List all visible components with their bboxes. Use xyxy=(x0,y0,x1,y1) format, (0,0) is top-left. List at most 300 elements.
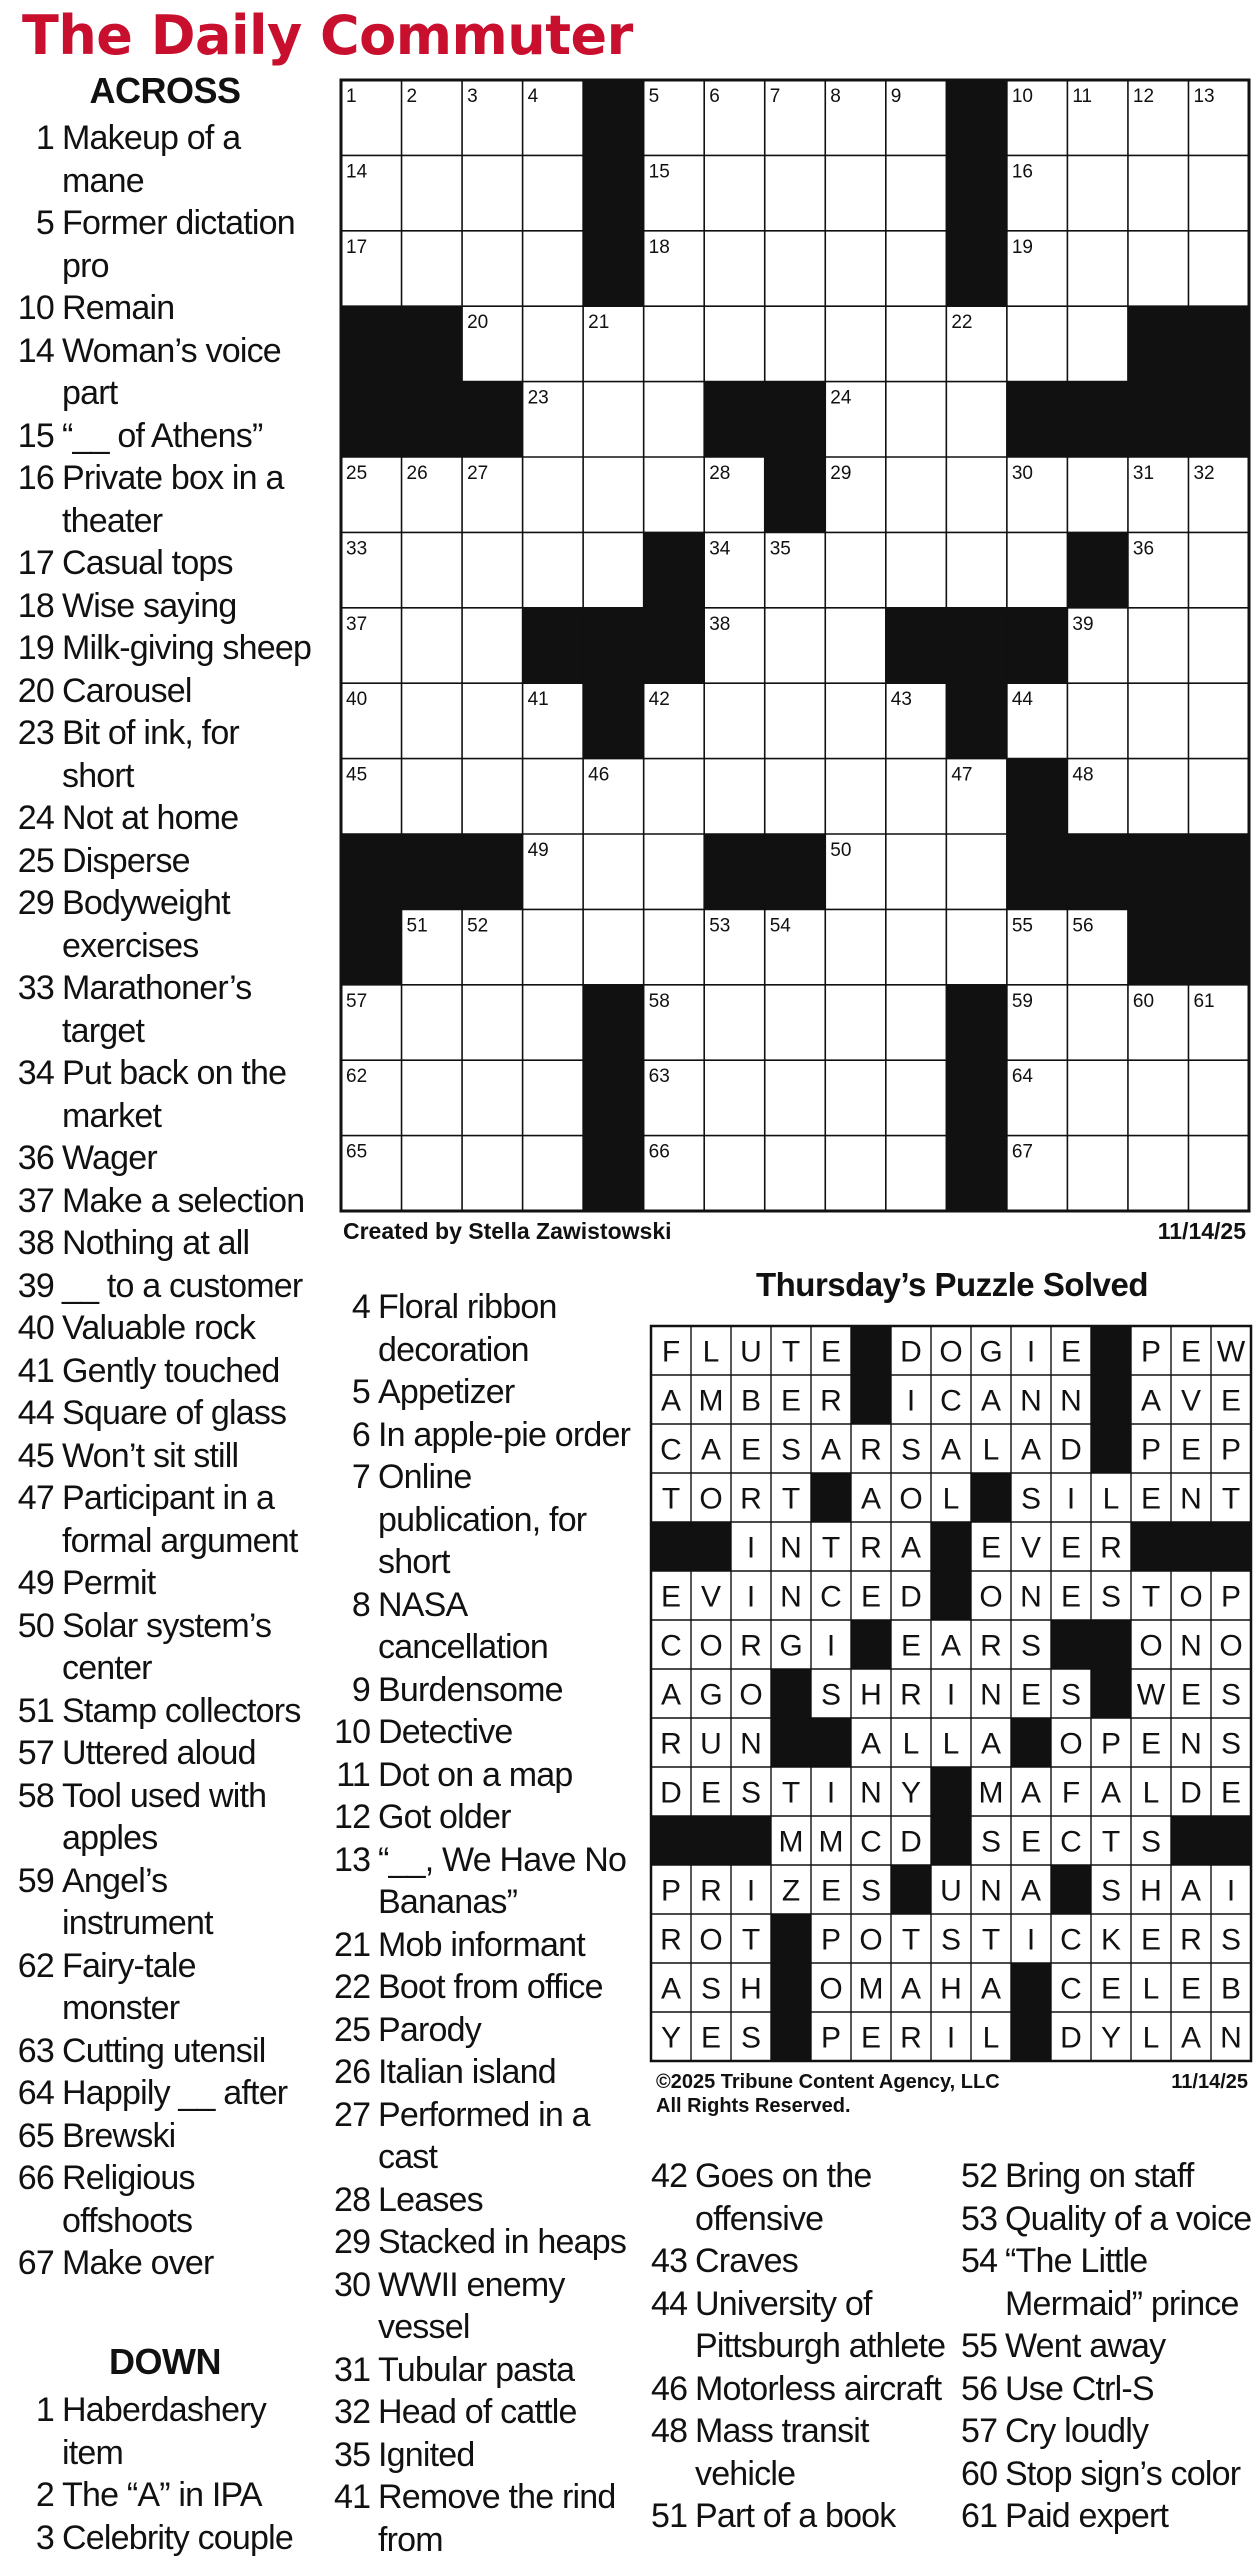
grid-cell[interactable] xyxy=(704,1136,765,1211)
grid-cell[interactable] xyxy=(1067,985,1128,1060)
solution-letter: O xyxy=(1219,1629,1243,1663)
grid-cell[interactable] xyxy=(644,759,705,834)
clue-text: Bit of ink, for short xyxy=(62,714,239,795)
clue-item[interactable] xyxy=(4,2474,334,2517)
copyright-line-2: All Rights Reserved. xyxy=(656,2095,851,2117)
clue-item[interactable] xyxy=(4,670,334,713)
clue-number: 38 xyxy=(17,1224,54,1262)
clue-item[interactable] xyxy=(961,2410,1260,2453)
grid-cell[interactable] xyxy=(886,1136,947,1211)
clue-item[interactable] xyxy=(961,2453,1260,2496)
grid-cell[interactable] xyxy=(765,1060,826,1135)
grid-cell[interactable] xyxy=(523,457,584,532)
clue-item[interactable] xyxy=(334,1669,652,1712)
solution-letter: H xyxy=(860,1678,882,1712)
clue-item[interactable] xyxy=(334,2476,652,2561)
clue-item[interactable] xyxy=(4,542,334,585)
cell-number: 34 xyxy=(709,538,731,560)
black-square xyxy=(1067,532,1128,608)
grid-cell[interactable] xyxy=(946,382,1007,457)
cell-number: 13 xyxy=(1193,86,1215,107)
solution-letter: D xyxy=(900,1335,922,1369)
solution-letter: A xyxy=(1140,1384,1162,1418)
grid-cell[interactable] xyxy=(1067,155,1128,230)
grid-cell[interactable] xyxy=(886,231,947,306)
grid-cell[interactable] xyxy=(402,608,463,683)
clue-item[interactable] xyxy=(334,2391,652,2434)
grid-cell[interactable] xyxy=(523,985,584,1060)
grid-cell[interactable] xyxy=(886,532,947,607)
grid-cell[interactable] xyxy=(1067,1060,1128,1135)
clue-item[interactable] xyxy=(334,2264,652,2349)
clue-item[interactable] xyxy=(4,712,334,797)
grid-cell[interactable] xyxy=(765,985,826,1060)
black-square xyxy=(704,382,765,458)
clue-text: Celebrity couple xyxy=(62,2518,293,2557)
grid-cell[interactable] xyxy=(1128,608,1189,683)
black-square xyxy=(1128,834,1189,910)
grid-cell[interactable] xyxy=(1128,1060,1189,1135)
grid-cell[interactable] xyxy=(886,834,947,909)
grid-cell[interactable] xyxy=(946,532,1007,607)
grid-cell[interactable] xyxy=(704,683,765,758)
grid-cell[interactable] xyxy=(523,1060,584,1135)
grid-cell[interactable] xyxy=(402,231,463,306)
clue-item[interactable] xyxy=(334,1754,652,1797)
cell-number: 3 xyxy=(467,86,478,107)
cell-number: 17 xyxy=(346,236,368,258)
cell-number: 1 xyxy=(346,86,357,107)
clue-item[interactable] xyxy=(4,2115,334,2158)
clue-item[interactable] xyxy=(4,2389,334,2474)
clue-item[interactable] xyxy=(651,2283,961,2368)
solution-letter: M xyxy=(858,1972,884,2006)
grid-cell[interactable] xyxy=(1067,231,1128,306)
clue-item[interactable] xyxy=(334,1456,652,1584)
solution-letter: V xyxy=(1020,1531,1042,1565)
grid-cell[interactable] xyxy=(1067,457,1128,532)
clue-item[interactable] xyxy=(334,1966,652,2009)
clue-text: Online publication, for short xyxy=(378,1458,587,1581)
solution-letter: P xyxy=(1140,1433,1162,1467)
clue-item[interactable] xyxy=(961,2155,1260,2198)
grid-cell[interactable] xyxy=(583,457,644,532)
grid-cell[interactable] xyxy=(765,1136,826,1211)
clue-item[interactable] xyxy=(4,202,334,287)
black-square xyxy=(1188,834,1249,910)
solution-letter: M xyxy=(978,1776,1004,1810)
grid-cell[interactable] xyxy=(644,382,705,457)
clue-item[interactable] xyxy=(334,1371,652,1414)
solution-letter: P xyxy=(660,1874,682,1908)
grid-cell[interactable] xyxy=(765,231,826,306)
clue-item[interactable] xyxy=(4,840,334,883)
solution-black-square xyxy=(1011,1963,1052,2013)
clue-item[interactable] xyxy=(961,2495,1260,2538)
clue-item[interactable] xyxy=(334,2094,652,2179)
solution-letter: P xyxy=(1220,1580,1242,1614)
grid-cell[interactable] xyxy=(402,683,463,758)
grid-cell[interactable] xyxy=(765,155,826,230)
grid-cell[interactable] xyxy=(583,834,644,909)
black-square xyxy=(886,608,947,684)
solution-letter: S xyxy=(1020,1482,1042,1516)
solution-letter: E xyxy=(1140,1727,1162,1761)
solution-letter: B xyxy=(1220,1972,1242,2006)
solution-letter: V xyxy=(1180,1384,1202,1418)
black-square xyxy=(462,834,523,910)
clue-item[interactable] xyxy=(651,2240,961,2283)
grid-cell[interactable] xyxy=(1007,306,1068,381)
grid-cell[interactable] xyxy=(523,909,584,984)
grid-cell[interactable] xyxy=(402,1136,463,1211)
grid-cell[interactable] xyxy=(886,759,947,834)
clue-item[interactable] xyxy=(334,2349,652,2392)
grid-cell[interactable] xyxy=(402,1060,463,1135)
grid-cell[interactable] xyxy=(825,608,886,683)
clue-item[interactable] xyxy=(334,2009,652,2052)
clue-item[interactable] xyxy=(651,2368,961,2411)
grid-cell[interactable] xyxy=(523,1136,584,1211)
cell-number: 59 xyxy=(1011,990,1034,1012)
solution-black-square xyxy=(1171,1816,1212,1866)
clue-item[interactable] xyxy=(334,2051,652,2094)
clue-item[interactable] xyxy=(334,2221,652,2264)
solution-letter: A xyxy=(660,1678,682,1712)
grid-cell[interactable] xyxy=(886,457,947,532)
cell-number: 36 xyxy=(1132,538,1155,560)
clue-item[interactable] xyxy=(4,967,334,1052)
grid-cell[interactable] xyxy=(1067,683,1128,758)
clue-item[interactable] xyxy=(4,2157,334,2242)
clue-number: 22 xyxy=(334,1968,371,2006)
clue-item[interactable] xyxy=(4,1435,334,1478)
grid-cell[interactable] xyxy=(1188,532,1249,607)
clue-text: Appetizer xyxy=(378,1373,515,1411)
clue-number: 61 xyxy=(961,2497,998,2535)
grid-cell[interactable] xyxy=(1188,231,1249,306)
clue-text: Valuable rock xyxy=(62,1309,256,1347)
grid-cell[interactable] xyxy=(825,759,886,834)
grid-cell[interactable] xyxy=(704,155,765,230)
clue-text: Parody xyxy=(378,2010,481,2049)
clue-item[interactable] xyxy=(4,2030,334,2073)
clue-number: 60 xyxy=(961,2454,998,2493)
black-square xyxy=(583,80,644,156)
clue-number: 26 xyxy=(334,2053,371,2091)
grid-cell[interactable] xyxy=(523,155,584,230)
solution-letter: I xyxy=(1226,1874,1236,1908)
clue-item[interactable] xyxy=(4,1222,334,1265)
grid-cell[interactable] xyxy=(825,909,886,984)
grid-cell[interactable] xyxy=(644,457,705,532)
grid-cell[interactable] xyxy=(946,457,1007,532)
clue-text: Head of cattle xyxy=(378,2393,577,2431)
solution-letter: D xyxy=(1180,1776,1202,1810)
clue-item[interactable] xyxy=(4,1265,334,1308)
solution-letter: E xyxy=(1100,1972,1122,2006)
clue-number: 59 xyxy=(17,1861,54,1900)
solution-letter: A xyxy=(900,1531,922,1565)
clue-text: Mob informant xyxy=(378,1925,585,1964)
solution-letter: S xyxy=(1220,1678,1242,1712)
clue-item[interactable] xyxy=(961,2198,1260,2241)
clue-item[interactable] xyxy=(4,1477,334,1562)
grid-cell[interactable] xyxy=(402,759,463,834)
clue-item[interactable] xyxy=(4,1732,334,1775)
grid-cell[interactable] xyxy=(1128,231,1189,306)
grid-cell[interactable] xyxy=(644,909,705,984)
grid-cell[interactable] xyxy=(462,1060,523,1135)
clue-item[interactable] xyxy=(334,1711,652,1754)
solution-letter: I xyxy=(946,1678,956,1712)
clue-number: 1 xyxy=(35,2391,54,2429)
black-square xyxy=(946,608,1007,684)
clue-item[interactable] xyxy=(4,287,334,330)
clue-text: Paid expert xyxy=(1005,2497,1169,2535)
cell-number: 50 xyxy=(830,840,852,861)
grid-cell[interactable] xyxy=(1128,759,1189,834)
clue-item[interactable] xyxy=(4,1945,334,2030)
clue-item[interactable] xyxy=(334,1924,652,1967)
solution-letter: O xyxy=(819,1972,843,2006)
grid-cell[interactable] xyxy=(886,985,947,1060)
clue-number: 39 xyxy=(17,1266,54,1305)
clue-text: The “A” in IPA xyxy=(62,2476,262,2514)
clue-item[interactable] xyxy=(4,330,334,415)
grid-cell[interactable] xyxy=(462,985,523,1060)
solution-letter: R xyxy=(820,1384,842,1418)
grid-cell[interactable] xyxy=(765,608,826,683)
cell-number: 26 xyxy=(406,463,428,484)
grid-cell[interactable] xyxy=(765,759,826,834)
clue-item[interactable] xyxy=(4,585,334,628)
solution-letter: A xyxy=(860,1482,882,1516)
clue-item[interactable] xyxy=(4,2517,334,2560)
solution-black-square xyxy=(931,1571,972,1621)
clue-item[interactable] xyxy=(4,627,334,670)
black-square xyxy=(704,834,765,910)
grid-cell[interactable] xyxy=(765,306,826,381)
grid-cell[interactable] xyxy=(523,759,584,834)
grid-cell[interactable] xyxy=(402,532,463,607)
clue-item[interactable] xyxy=(4,2242,334,2285)
grid-cell[interactable] xyxy=(946,909,1007,984)
clue-item[interactable] xyxy=(651,2410,961,2495)
clue-item[interactable] xyxy=(4,1180,334,1223)
solution-letter: I xyxy=(906,1384,916,1418)
clue-item[interactable] xyxy=(4,1392,334,1435)
black-square xyxy=(946,231,1007,307)
grid-cell[interactable] xyxy=(825,985,886,1060)
grid-cell[interactable] xyxy=(825,231,886,306)
solution-letter: O xyxy=(859,1923,883,1957)
grid-cell[interactable] xyxy=(462,155,523,230)
clue-number: 54 xyxy=(961,2242,998,2280)
grid-cell[interactable] xyxy=(583,382,644,457)
clue-item[interactable] xyxy=(334,2434,652,2477)
clue-number: 57 xyxy=(17,1734,54,1772)
clue-number: 20 xyxy=(17,671,54,710)
clue-item[interactable] xyxy=(334,1286,652,1371)
grid-cell[interactable] xyxy=(462,231,523,306)
grid-cell[interactable] xyxy=(704,759,765,834)
solution-letter: A xyxy=(1020,1776,1042,1810)
solution-letter: E xyxy=(780,1384,802,1418)
clue-item[interactable] xyxy=(4,882,334,967)
grid-cell[interactable] xyxy=(946,834,1007,909)
clue-number: 16 xyxy=(17,459,54,497)
grid-cell[interactable] xyxy=(886,909,947,984)
grid-cell[interactable] xyxy=(523,231,584,306)
clue-item[interactable] xyxy=(4,117,334,202)
clue-text: Make over xyxy=(62,2244,214,2282)
solution-letter: S xyxy=(1060,1678,1082,1712)
solution-letter: D xyxy=(1060,2021,1082,2055)
grid-cell[interactable] xyxy=(704,985,765,1060)
grid-cell[interactable] xyxy=(1128,155,1189,230)
grid-cell[interactable] xyxy=(462,608,523,683)
crossword-grid[interactable] xyxy=(341,80,1249,1211)
solution-letter: N xyxy=(1060,1384,1082,1418)
grid-cell[interactable] xyxy=(886,306,947,381)
grid-cell[interactable] xyxy=(1128,683,1189,758)
clue-text: Got older xyxy=(378,1798,511,1836)
clue-item[interactable] xyxy=(961,2368,1260,2411)
grid-cell[interactable] xyxy=(1188,608,1249,683)
solution-black-square xyxy=(771,1669,812,1719)
grid-cell[interactable] xyxy=(644,306,705,381)
clue-item[interactable] xyxy=(4,1350,334,1393)
solution-letter: E xyxy=(980,1531,1002,1565)
clue-number: 53 xyxy=(961,2199,998,2238)
solution-black-square xyxy=(1051,1865,1092,1915)
clue-item[interactable] xyxy=(651,2495,961,2538)
cell-number: 14 xyxy=(346,161,368,183)
clue-item[interactable] xyxy=(961,2325,1260,2368)
solution-letter: P xyxy=(1220,1433,1242,1467)
clue-item[interactable] xyxy=(4,1562,334,1605)
grid-cell[interactable] xyxy=(402,985,463,1060)
clue-item[interactable] xyxy=(4,1605,334,1690)
grid-cell[interactable] xyxy=(825,532,886,607)
solution-letter: E xyxy=(1180,1678,1202,1712)
solution-letter: L xyxy=(902,1727,920,1761)
grid-cell[interactable] xyxy=(583,909,644,984)
solution-black-square xyxy=(691,1522,732,1572)
grid-cell[interactable] xyxy=(825,306,886,381)
grid-cell[interactable] xyxy=(825,683,886,758)
clue-item[interactable] xyxy=(4,1307,334,1350)
grid-cell[interactable] xyxy=(462,683,523,758)
clue-number: 17 xyxy=(17,544,54,582)
clue-item[interactable] xyxy=(961,2240,1260,2325)
grid-cell[interactable] xyxy=(644,834,705,909)
solution-letter: T xyxy=(1221,1482,1241,1516)
clue-item[interactable] xyxy=(4,1860,334,1945)
clue-text: Part of a book xyxy=(695,2497,896,2535)
grid-cell[interactable] xyxy=(1188,155,1249,230)
clue-item[interactable] xyxy=(4,2072,334,2115)
solution-letter: G xyxy=(979,1335,1003,1369)
solution-letter: S xyxy=(820,1678,842,1712)
grid-cell[interactable] xyxy=(1188,1060,1249,1135)
grid-cell[interactable] xyxy=(1188,1136,1249,1211)
grid-cell[interactable] xyxy=(1188,759,1249,834)
grid-cell[interactable] xyxy=(1067,306,1128,381)
clue-item[interactable] xyxy=(651,2155,961,2240)
clue-number: 52 xyxy=(961,2157,998,2195)
grid-cell[interactable] xyxy=(825,1060,886,1135)
grid-cell[interactable] xyxy=(1128,1136,1189,1211)
clue-text: Detective xyxy=(378,1713,513,1751)
grid-cell[interactable] xyxy=(886,155,947,230)
solution-black-square xyxy=(1091,1326,1132,1376)
grid-cell[interactable] xyxy=(462,1136,523,1211)
grid-cell[interactable] xyxy=(825,1136,886,1211)
clue-number: 50 xyxy=(17,1606,54,1645)
cell-number: 28 xyxy=(709,463,731,484)
solution-letter: D xyxy=(660,1776,682,1810)
clue-item[interactable] xyxy=(4,797,334,840)
grid-cell[interactable] xyxy=(1007,532,1068,607)
grid-cell[interactable] xyxy=(825,155,886,230)
clue-item[interactable] xyxy=(334,2179,652,2222)
solution-letter: E xyxy=(820,1874,842,1908)
solution-letter: E xyxy=(1060,1580,1082,1614)
grid-cell[interactable] xyxy=(402,155,463,230)
clue-item[interactable] xyxy=(334,1796,652,1839)
clue-item[interactable] xyxy=(334,1839,652,1924)
cell-number: 49 xyxy=(527,840,549,861)
clue-item[interactable] xyxy=(4,1052,334,1137)
clue-text: Remain xyxy=(62,289,175,327)
grid-cell[interactable] xyxy=(1188,683,1249,758)
clue-item[interactable] xyxy=(4,1690,334,1733)
grid-cell[interactable] xyxy=(523,306,584,381)
clue-item[interactable] xyxy=(334,1414,652,1457)
grid-cell[interactable] xyxy=(704,306,765,381)
grid-cell[interactable] xyxy=(886,382,947,457)
grid-cell[interactable] xyxy=(583,532,644,607)
clue-number: 5 xyxy=(35,204,54,242)
cell-number: 19 xyxy=(1011,236,1034,258)
clue-item[interactable] xyxy=(4,415,334,458)
clue-text: Happily __ after xyxy=(62,2074,288,2112)
grid-cell[interactable] xyxy=(704,231,765,306)
grid-cell[interactable] xyxy=(1067,1136,1128,1211)
black-square xyxy=(1188,306,1249,382)
solution-letter: W xyxy=(1136,1678,1166,1712)
clue-item[interactable] xyxy=(4,457,334,542)
clue-item[interactable] xyxy=(334,1584,652,1669)
clue-number: 37 xyxy=(17,1181,54,1220)
cell-number: 53 xyxy=(709,915,731,937)
clue-number: 27 xyxy=(334,2095,371,2134)
grid-cell[interactable] xyxy=(765,683,826,758)
grid-cell[interactable] xyxy=(886,1060,947,1135)
grid-cell[interactable] xyxy=(523,532,584,607)
grid-cell[interactable] xyxy=(462,759,523,834)
grid-cell[interactable] xyxy=(704,1060,765,1135)
clue-text: Stacked in heaps xyxy=(378,2223,627,2261)
solution-letter: F xyxy=(1061,1776,1081,1810)
solution-letter: N xyxy=(860,1776,882,1810)
grid-cell[interactable] xyxy=(462,532,523,607)
clue-item[interactable] xyxy=(4,1137,334,1180)
clue-item[interactable] xyxy=(4,1775,334,1860)
across-heading: ACROSS xyxy=(89,70,241,111)
